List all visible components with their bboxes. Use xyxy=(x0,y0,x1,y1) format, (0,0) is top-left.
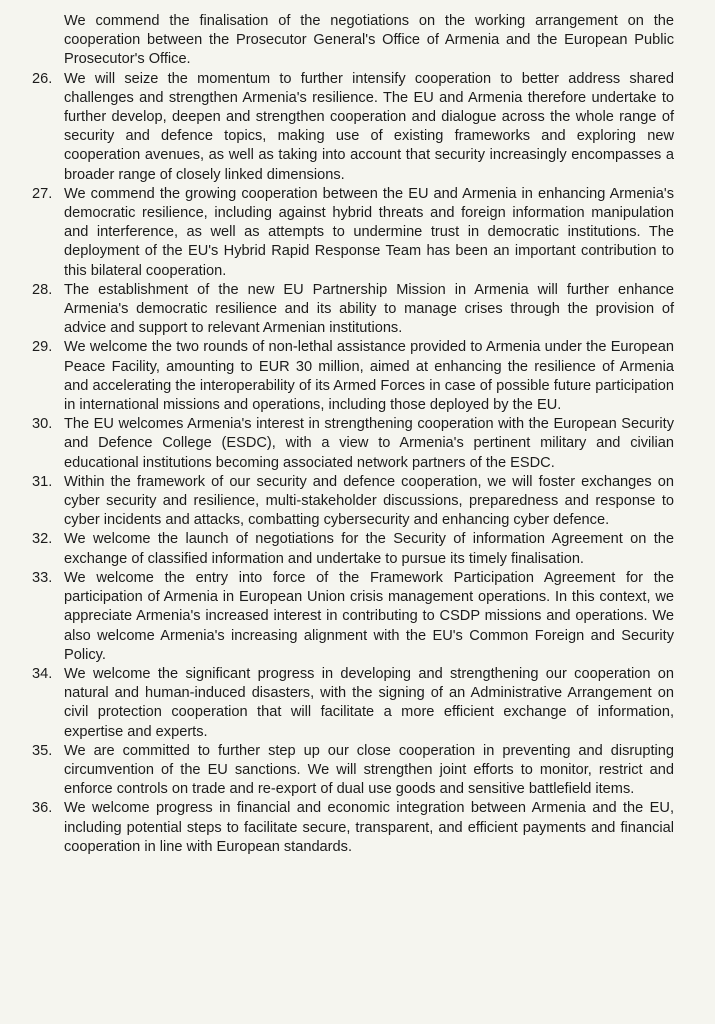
item-number: 34. xyxy=(32,665,53,682)
item-text: We commend the growing cooperation between the EU and Armenia in enhancing Armenia's democratic resilience, including against hybrid threats and foreign information manipulation and interference, as well as attempts to undermine trust in democratic institutions. The deployment of the EU's Hybrid Rapid Response Team has been an important contribution to this bilateral cooperation. xyxy=(64,185,674,279)
item-text: The establishment of the new EU Partnership Mission in Armenia will further enhance Armenia's democratic resilience and its ability to manage crises through the provision of advice and support to relevant Armenian institutions. xyxy=(64,281,674,337)
item-number: 28. xyxy=(32,281,53,298)
item-text: The EU welcomes Armenia's interest in strengthening cooperation with the European Security and Defence College (ESDC), with a view to Armenia's pertinent military and civilian educational institutions becoming associated network partners of the ESDC. xyxy=(64,416,674,471)
item-text: We are committed to further step up our close cooperation in preventing and disrupting circumvention of the EU sanctions. We will strengthen joint efforts to monitor, restrict and enforce controls on trade and re-export of dual use goods and sensitive battlefield items. xyxy=(64,742,674,798)
list-item xyxy=(32,338,674,415)
item-number: 36. xyxy=(32,800,53,817)
item-number: 35. xyxy=(32,742,53,759)
list-item xyxy=(32,415,674,473)
document-body xyxy=(32,12,674,857)
item-text: We welcome the entry into force of the Framework Participation Agreement for the participation of Armenia in European Union crisis management operations. In this context, we appreciate Armenia's increased interest in contributing to CSDP missions and operations. We also welcome Armenia's increasing alignment with the EU's Common Foreign and Security Policy. xyxy=(64,569,674,663)
item-number: 29. xyxy=(32,339,53,356)
item-number: 30. xyxy=(32,416,53,433)
list-item xyxy=(32,281,674,339)
list-item xyxy=(32,185,674,281)
item-text: Within the framework of our security and defence cooperation, we will foster exchanges on cyber security and resilience, multi-stakeholder discussions, preparedness and response to cyber incidents and attacks, combatting cybersecurity and enhancing cyber defence. xyxy=(64,473,674,529)
list-item xyxy=(32,799,674,857)
item-number: 27. xyxy=(32,185,53,202)
list-item xyxy=(32,742,674,800)
intro-paragraph: We commend the finalisation of the negotiations on the working arrangement on the cooperation between the Prosecutor General's Office of Armenia and the European Public Prosecutor's Office. xyxy=(64,13,674,68)
item-text: We welcome the significant progress in developing and strengthening our cooperation on natural and human-induced disasters, with the signing of an Administrative Arrangement on civil protection cooperation that will facilitate a more efficient exchange of information, expertise and experts. xyxy=(64,665,674,740)
item-text: We will seize the momentum to further intensify cooperation to better address shared challenges and strengthen Armenia's resilience. The EU and Armenia therefore undertake to further develop, deepen and strengthen cooperation and dialogue across the whole range of security and defence topics, making use of existing frameworks and exploring new cooperation avenues, as well as taking into account that security increasingly encompasses a broader range of closely linked dimensions. xyxy=(64,70,674,183)
item-text: We welcome the launch of negotiations for the Security of information Agreement on the exchange of classified information and undertake to pursue its timely finalisation. xyxy=(64,531,674,567)
item-number: 26. xyxy=(32,70,53,87)
item-number: 33. xyxy=(32,569,53,586)
list-item xyxy=(32,665,674,742)
numbered-list xyxy=(32,70,674,857)
item-text: We welcome the two rounds of non-lethal assistance provided to Armenia under the European Peace Facility, amounting to EUR 30 million, aimed at enhancing the resilience of Armenia and accelerating the interoperability of its Armed Forces in case of possible future participation in international missions and operations, including those deployed by the EU. xyxy=(64,339,674,414)
list-item xyxy=(32,473,674,531)
item-text: We welcome progress in financial and economic integration between Armenia and the EU, including potential steps to facilitate secure, transparent, and efficient payments and financial cooperation in line with European standards. xyxy=(64,800,674,855)
item-number: 32. xyxy=(32,531,53,548)
item-number: 31. xyxy=(32,473,53,490)
list-item xyxy=(32,530,674,568)
list-item xyxy=(32,569,674,665)
list-item xyxy=(32,70,674,185)
